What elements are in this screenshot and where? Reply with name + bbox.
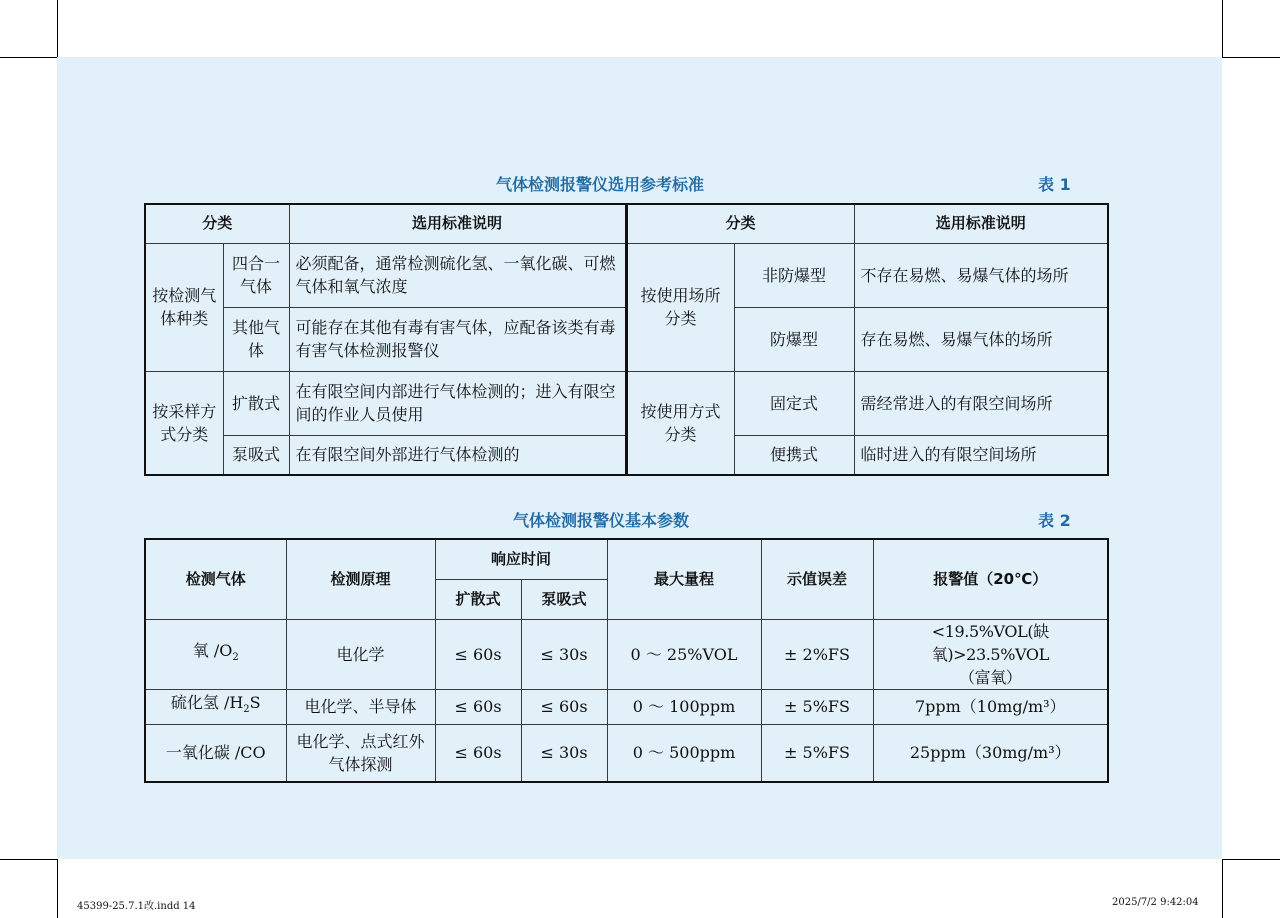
desc-cell: 临时进入的有限空间场所: [854, 435, 1108, 475]
gas-subscript: 2: [232, 652, 239, 664]
header-gas: 检测气体: [145, 539, 286, 619]
principle-cell: 电化学: [286, 619, 435, 689]
type-cell: 其他气体: [223, 307, 289, 371]
principle-cell: 电化学、点式红外气体探测: [286, 724, 435, 782]
table1: [144, 203, 1109, 476]
principle-cell: 电化学、半导体: [286, 689, 435, 724]
desc-cell: 需经常进入的有限空间场所: [854, 371, 1108, 435]
table2-number: 表 2: [1038, 511, 1071, 530]
table2-header-row: [145, 539, 1108, 579]
gas-name: 一氧化碳 /CO: [165, 743, 266, 763]
type-cell: 扩散式: [223, 371, 289, 435]
table-row: [145, 619, 1108, 689]
footer-file: 45399-25.7.1改.indd 14: [77, 901, 196, 912]
crop-mark: [1222, 57, 1280, 58]
footer-datetime: 2025/7/2 9:42:04: [1112, 897, 1199, 908]
header-alarm: 报警值（20℃）: [873, 539, 1108, 619]
table-row: [145, 689, 1108, 724]
desc-cell: 必须配备，通常检测硫化氢、一氧化碳、可燃气体和氧气浓度: [289, 243, 626, 307]
type-cell: 非防爆型: [734, 243, 854, 307]
gas-cell: [145, 689, 286, 724]
table-row: [145, 724, 1108, 782]
crop-mark: [1222, 859, 1223, 918]
range-cell: 0 ～ 100ppm: [607, 689, 761, 724]
desc-cell: 可能存在其他有毒有害气体，应配备该类有毒有害气体检测报警仪: [289, 307, 626, 371]
header-principle: 检测原理: [286, 539, 435, 619]
desc-cell: 在有限空间内部进行气体检测的；进入有限空间的作业人员使用: [289, 371, 626, 435]
range-cell: 0 ～ 25%VOL: [607, 619, 761, 689]
table1-caption: 气体检测报警仪选用参考标准: [496, 175, 705, 194]
header-category: 分类: [145, 204, 289, 243]
crop-mark: [57, 859, 58, 918]
pump-cell: ≤ 30s: [521, 619, 607, 689]
error-cell: ± 2%FS: [761, 619, 873, 689]
gas-subscript: 2: [243, 704, 250, 716]
table-row: [145, 371, 1108, 435]
header-diffusion: 扩散式: [435, 579, 521, 619]
gas-cell: [145, 619, 286, 689]
type-cell: 防爆型: [734, 307, 854, 371]
group-label: 按采样方式分类: [145, 371, 223, 475]
pump-cell: ≤ 60s: [521, 689, 607, 724]
alarm-cell: [873, 689, 1108, 724]
error-cell: ± 5%FS: [761, 724, 873, 782]
alarm-line2: （富氧）: [959, 667, 1022, 687]
range-cell: 0 ～ 500ppm: [607, 724, 761, 782]
crop-mark: [57, 0, 58, 57]
pump-cell: ≤ 30s: [521, 724, 607, 782]
group-label: 按使用方式分类: [626, 371, 734, 475]
diffusion-cell: ≤ 60s: [435, 689, 521, 724]
desc-cell: 不存在易燃、易爆气体的场所: [854, 243, 1108, 307]
group-label: 按使用场所分类: [626, 243, 734, 371]
alarm-line1: <19.5%VOL(缺氧)>23.5%VOL: [931, 621, 1049, 664]
table2-caption: 气体检测报警仪基本参数: [513, 511, 690, 530]
header-criteria-right: 选用标准说明: [854, 204, 1108, 243]
table1-header-row: [145, 204, 1108, 243]
table-row: [145, 243, 1108, 307]
alarm-cell: [873, 619, 1108, 689]
type-cell: 固定式: [734, 371, 854, 435]
header-pump: 泵吸式: [521, 579, 607, 619]
header-category-right: 分类: [626, 204, 854, 243]
crop-mark: [0, 859, 57, 860]
crop-mark: [1222, 859, 1280, 860]
gas-cell: [145, 724, 286, 782]
header-criteria: 选用标准说明: [289, 204, 626, 243]
desc-cell: 存在易燃、易爆气体的场所: [854, 307, 1108, 371]
header-error: 示值误差: [761, 539, 873, 619]
table1-number: 表 1: [1038, 175, 1071, 194]
desc-cell: 在有限空间外部进行气体检测的: [289, 435, 626, 475]
gas-name: 硫化氢 /H: [170, 693, 244, 713]
type-cell: 泵吸式: [223, 435, 289, 475]
header-response-time: 响应时间: [435, 539, 607, 579]
alarm-line1: 25ppm（30mg/m³）: [909, 743, 1071, 763]
group-label: 按检测气体种类: [145, 243, 223, 371]
crop-mark: [0, 57, 57, 58]
diffusion-cell: ≤ 60s: [435, 619, 521, 689]
table2: [144, 538, 1109, 783]
gas-name: 氧 /O: [192, 640, 233, 660]
type-cell: 四合一气体: [223, 243, 289, 307]
alarm-cell: [873, 724, 1108, 782]
diffusion-cell: ≤ 60s: [435, 724, 521, 782]
header-max-range: 最大量程: [607, 539, 761, 619]
error-cell: ± 5%FS: [761, 689, 873, 724]
gas-tail: S: [249, 693, 261, 713]
type-cell: 便携式: [734, 435, 854, 475]
alarm-line1: 7ppm（10mg/m³）: [914, 697, 1066, 716]
crop-mark: [1222, 0, 1223, 57]
